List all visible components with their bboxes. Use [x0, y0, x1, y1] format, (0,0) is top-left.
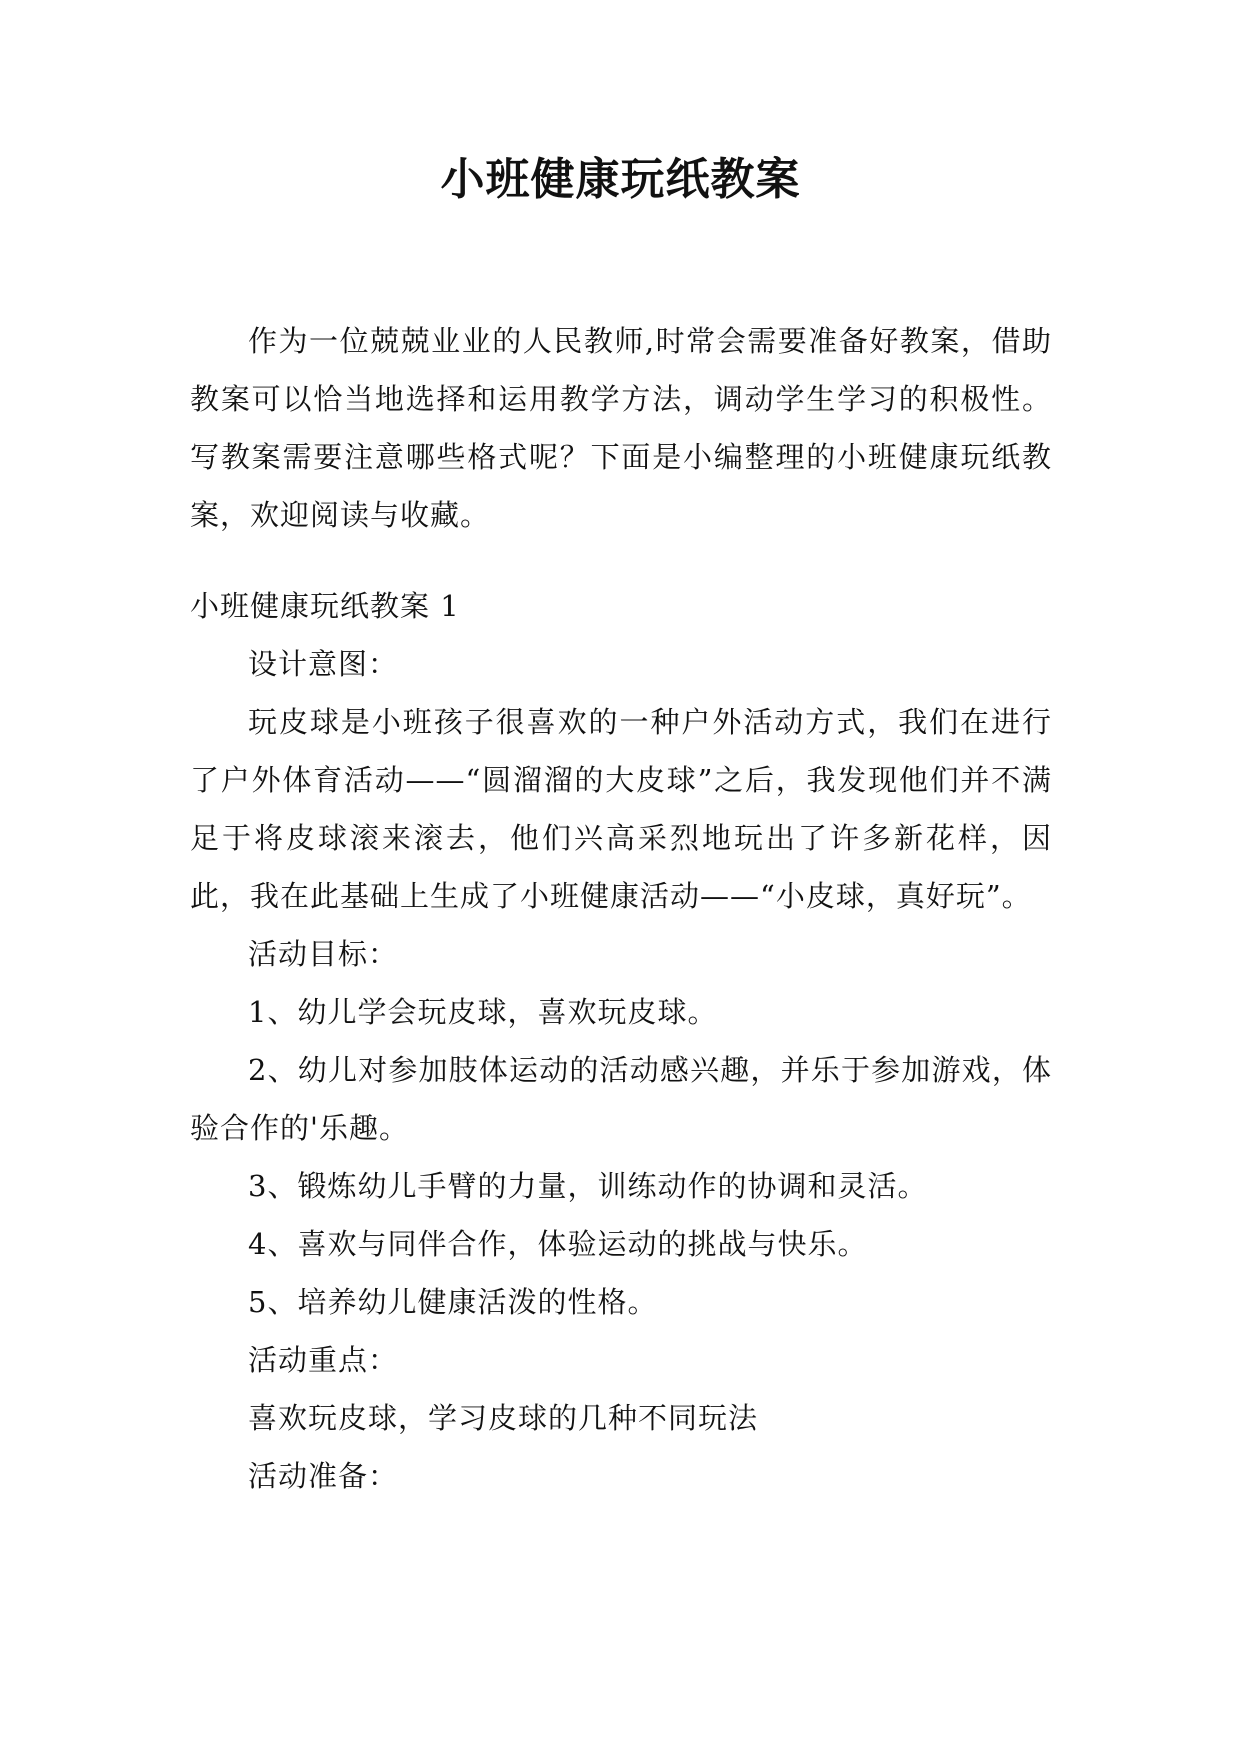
- preparation-heading: 活动准备：: [248, 1459, 399, 1493]
- intro-paragraph: 作为一位兢兢业业的人民教师,时常会需要准备好教案，借助教案可以恰当地选择和运用教学方法，调动学生学习的积极性。写教案需要注意哪些格式呢？下面是小编整理的小班健康玩纸教案，欢迎阅读与收藏。: [190, 324, 1052, 532]
- document-body: [190, 577, 1052, 1505]
- design-intent-heading: 设计意图：: [248, 647, 399, 681]
- goal-item-4: 4、喜欢与同伴合作，体验运动的挑战与快乐。: [248, 1227, 868, 1261]
- goal-item-5: 5、培养幼儿健康活泼的性格。: [248, 1285, 658, 1319]
- document-title: 小班健康玩纸教案: [440, 154, 801, 205]
- goals-heading: 活动目标：: [248, 937, 399, 971]
- focus-text: 喜欢玩皮球，学习皮球的几种不同玩法: [248, 1401, 759, 1435]
- goal-item-2: 2、幼儿对参加肢体运动的活动感兴趣，并乐于参加游戏，体验合作的'乐趣。: [190, 1053, 1052, 1145]
- design-intent-paragraph: 玩皮球是小班孩子很喜欢的一种户外活动方式，我们在进行了户外体育活动——“圆溜溜的大皮球”之后，我发现他们并不满足于将皮球滚来滚去，他们兴高采烈地玩出了许多新花样，因此，我在此基础上生成了小班健康活动——“小皮球，真好玩”。: [190, 705, 1052, 913]
- goal-item-3: 3、锻炼幼儿手臂的力量，训练动作的协调和灵活。: [248, 1169, 928, 1203]
- section-title: 小班健康玩纸教案 1: [190, 589, 460, 623]
- goal-item-1: 1、幼儿学会玩皮球，喜欢玩皮球。: [248, 995, 718, 1029]
- focus-heading: 活动重点：: [248, 1343, 399, 1377]
